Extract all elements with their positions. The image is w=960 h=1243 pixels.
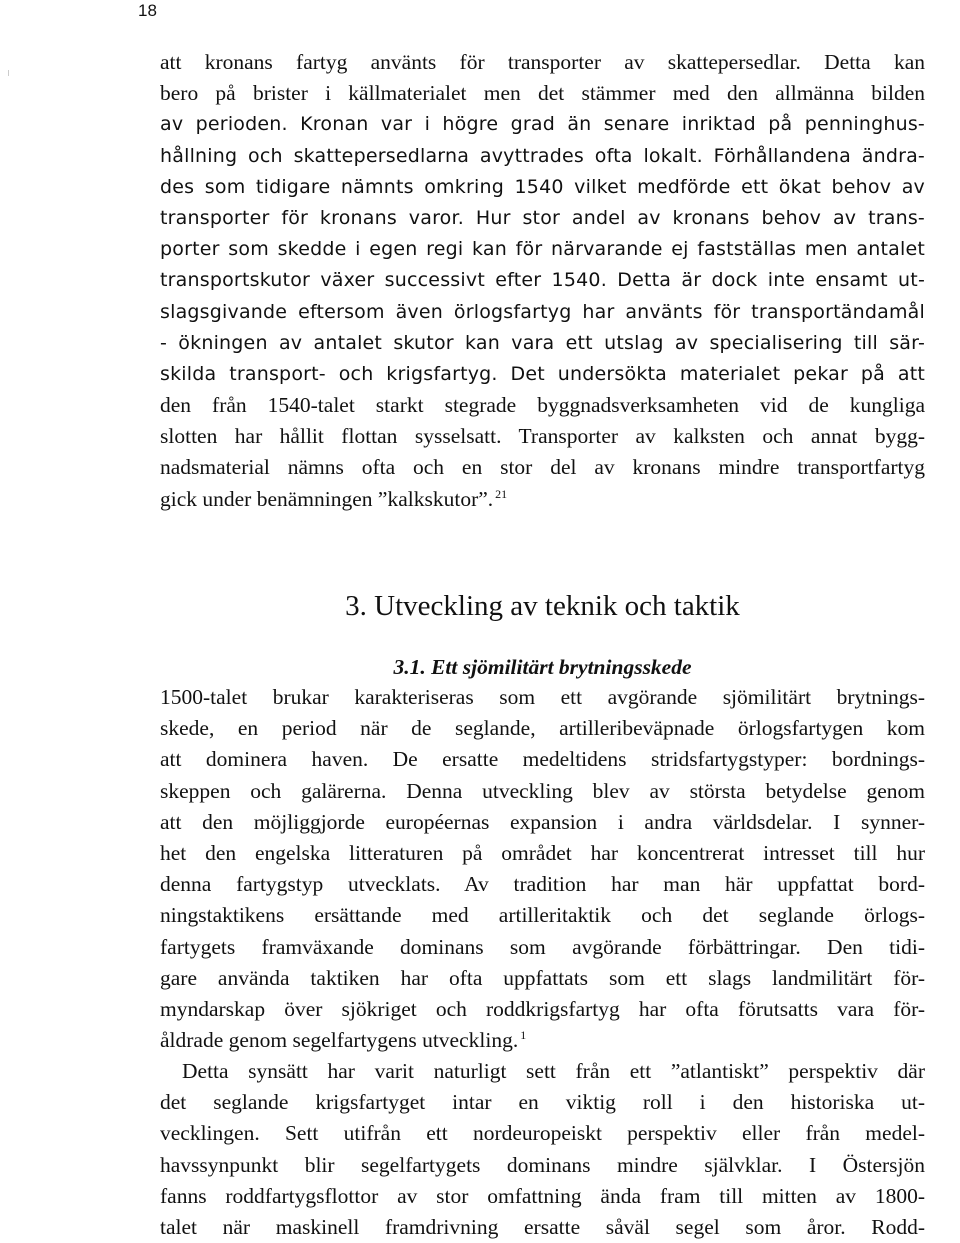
paragraph-2-line: het den engelska litteraturen på området har koncentrerat intresset till hur — [160, 840, 925, 865]
paragraph-2-line: skede, en period när de seglande, artilleribeväpnade örlogsfartygen kom — [160, 716, 925, 741]
paragraph-1-line: des som tidigare nämnts omkring 1540 vilket medförde ett ökat behov av — [160, 175, 925, 198]
paragraph-2-line: myndarskap över sjökriget och roddkrigsfartyg har ofta förutsatts vara för- — [160, 996, 925, 1021]
paragraph-2-last-line — [160, 1025, 925, 1056]
paragraph-3-line: det seglande krigsfartyget intar en viktig roll i den historiska ut- — [160, 1090, 925, 1115]
paragraph-1-line: hållning och skattepersedlarna avyttrades ofta lokalt. Förhållandena ändra- — [160, 144, 925, 167]
footnote-ref-1[interactable]: 1 — [520, 1028, 527, 1043]
section-heading: 3.1. Ett sjömilitärt brytningsskede — [393, 655, 692, 679]
paragraph-1-line: transportskutor växer successivt efter 1540. Detta är dock inte ensamt ut- — [160, 269, 925, 292]
page-number: 18 — [138, 1, 157, 20]
paragraph-2-line: fartygets framväxande dominans som avgörande förbättringar. Den tidi- — [160, 934, 925, 959]
paragraph-2 — [160, 682, 925, 1056]
paragraph-3-line: talet när maskinell framdrivning ersatte såväl segel som åror. Rodd- — [160, 1214, 925, 1239]
paragraph-1-line: slotten har hållit flottan sysselsatt. Transporter av kalksten och annat bygg- — [160, 424, 925, 449]
paragraph-1-line: skilda transport- och krigsfartyg. Det undersökta materialet pekar på att — [160, 362, 925, 385]
paragraph-1-line: den från 1540-talet starkt stegrade byggnadsverksamheten vid de kungliga — [160, 393, 925, 418]
paragraph-3-line: Detta synsätt har varit naturligt sett från ett ”atlantiskt” perspektiv där — [182, 1059, 925, 1083]
paragraph-1-line: av perioden. Kronan var i högre grad än senare inriktad på penninghus- — [160, 113, 925, 136]
paragraph-1-line: slagsgivande eftersom även örlogsfartyg har använts för transportändamål — [160, 300, 925, 323]
paragraph-2-line: skeppen och galärerna. Denna utveckling blev av största betydelse genom — [160, 778, 925, 803]
paragraph-1-line: transporter för kronans varor. Hur stor andel av kronans behov av trans- — [160, 206, 925, 229]
paragraph-2-line-text: åldrade genom segelfartygens utveckling. — [160, 1028, 519, 1053]
margin-mark — [8, 70, 9, 76]
paragraph-1-line-text: gick under benämningen ”kalkskutor”. — [160, 486, 494, 511]
footnote-ref-21[interactable]: 21 — [495, 486, 508, 501]
paragraph-1-line: - ökningen av antalet skutor kan vara ett utslag av specialisering till sär- — [160, 331, 925, 354]
paragraph-2-line: 1500-talet brukar karakteriseras som ett avgörande sjömilitärt brytnings- — [160, 685, 925, 709]
paragraph-2-line: att dominera haven. De ersatte medeltidens stridsfartygstyper: bordnings- — [160, 747, 925, 772]
paragraph-1-line: att kronans fartyg använts för transporter av skattepersedlar. Detta kan — [160, 50, 925, 74]
chapter-heading: 3. Utveckling av teknik och taktik — [345, 590, 740, 622]
paragraph-2-line: denna fartygstyp utvecklats. Av tradition har man här uppfattat bord- — [160, 872, 925, 897]
paragraph-3-line: fanns roddfartygsflottor av stor omfattning ända fram till mitten av 1800- — [160, 1183, 925, 1208]
paragraph-1-line: nadsmaterial nämns ofta och en stor del av kronans mindre transportfartyg — [160, 455, 925, 480]
paragraph-3-line: havssynpunkt blir segelfartygets dominans mindre självklar. I Östersjön — [160, 1152, 925, 1177]
paragraph-3-line: vecklingen. Sett utifrån ett nordeuropeiskt perspektiv eller från medel- — [160, 1121, 925, 1146]
paragraph-1-line: bero på brister i källmaterialet men det stämmer med den allmänna bilden — [160, 81, 925, 106]
paragraph-1-line: porter som skedde i egen regi kan för närvarande ej fastställas men antalet — [160, 238, 925, 261]
paragraph-3 — [160, 1056, 925, 1243]
paragraph-1 — [160, 47, 925, 515]
paragraph-2-line: gare använda taktiken har ofta uppfattats som ett slags landmilitärt för- — [160, 965, 925, 990]
paragraph-1-last-line — [160, 484, 925, 515]
paragraph-2-line: ningstaktikens ersättande med artilleritaktik och det seglande örlogs- — [160, 903, 925, 928]
paragraph-2-line: att den möjliggjorde européernas expansion i andra världsdelar. I synner- — [160, 809, 925, 834]
